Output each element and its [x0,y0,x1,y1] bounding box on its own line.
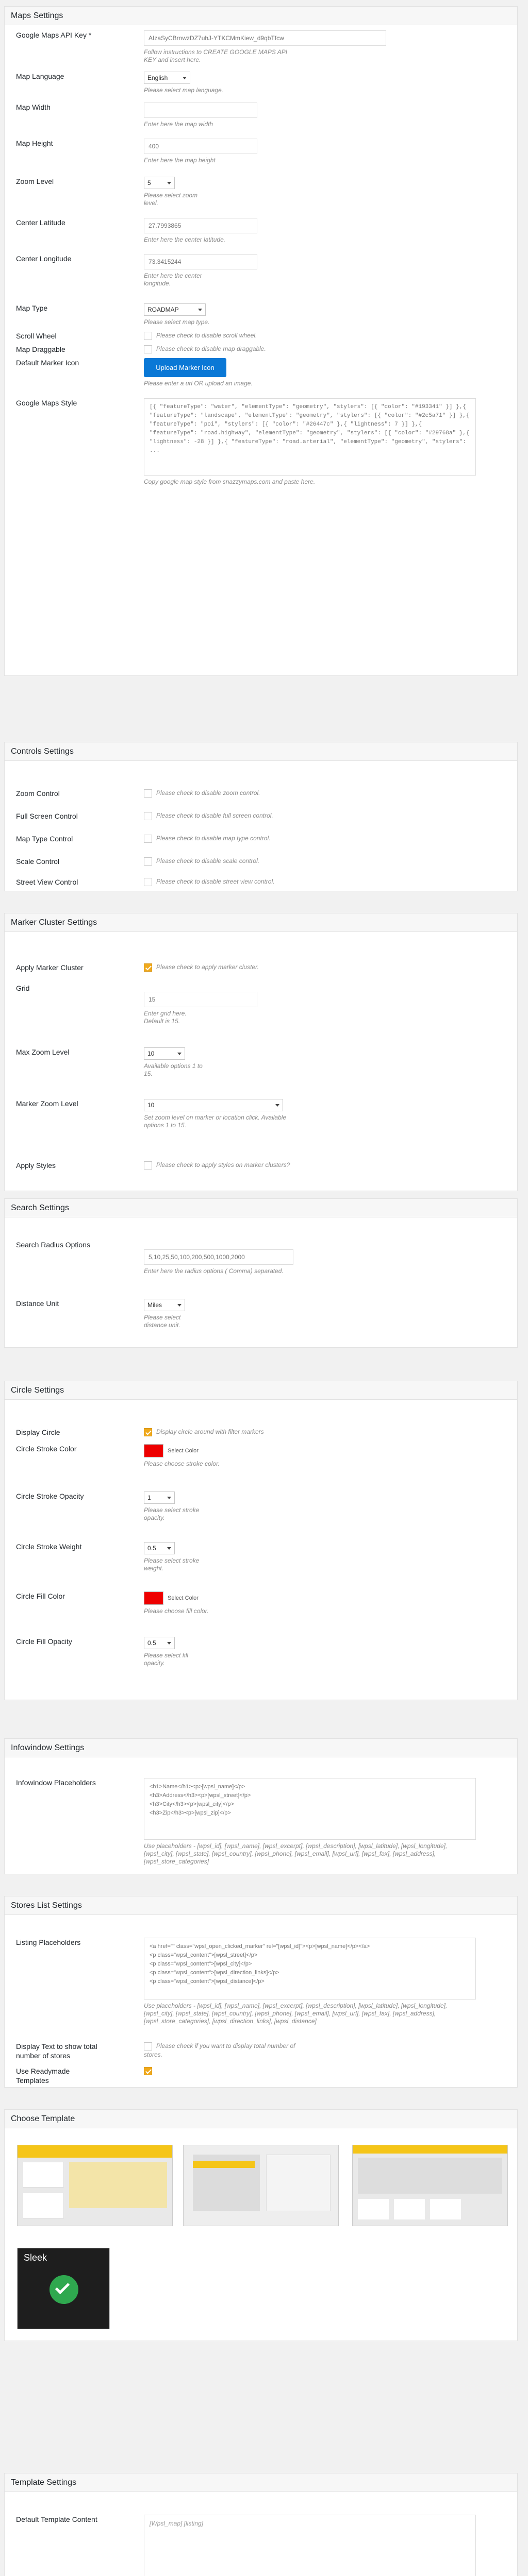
map-draggable-checkbox[interactable] [144,345,152,353]
infowindow-label: Infowindow Placeholders [16,1778,96,1787]
default-marker-label: Default Marker Icon [16,359,79,367]
center-latitude-input[interactable]: 27.7993865 [144,218,257,233]
control-desc: Please check to disable full screen control. [156,812,273,819]
distance-unit-select[interactable]: Miles [144,1299,185,1311]
section-title: Choose Template [5,2110,517,2128]
distance-unit-label: Distance Unit [16,1299,59,1308]
map-language-desc: Please select map language. [144,87,224,94]
control-label: Street View Control [16,878,78,886]
stroke-color-swatch[interactable] [144,1444,163,1458]
fill-opacity-desc: Please select fill opacity. [144,1652,189,1667]
scroll-wheel-label: Scroll Wheel [16,332,57,340]
controls-settings-section [4,742,518,891]
section-title: Controls Settings [5,742,517,761]
marker-zoom-desc: Set zoom level on marker or location click. Available options 1 to 15. [144,1114,287,1129]
section-title: Circle Settings [5,1381,517,1400]
apply-styles-checkbox[interactable] [144,1161,152,1170]
template-thumb-3[interactable] [352,2145,508,2226]
control-desc: Please check to disable street view control. [156,878,275,885]
api-key-input[interactable]: AIzaSyCBrnwzDZ7uhJ-YTKCMmKiew_d9qbTfcw [144,30,386,46]
display-circle-label: Display Circle [16,1428,60,1436]
template-thumb-sleek[interactable] [17,2248,110,2329]
upload-marker-button[interactable]: Upload Marker Icon [144,358,226,377]
map-height-desc: Enter here the map height [144,157,216,164]
section-title: Infowindow Settings [5,1739,517,1757]
scroll-wheel-checkbox[interactable] [144,332,152,340]
control-desc: Please check to disable scale control. [156,857,260,865]
stroke-opacity-label: Circle Stroke Opacity [16,1492,84,1500]
scale-control-checkbox[interactable] [144,857,152,866]
grid-label: Grid [16,984,30,992]
grid-desc: Enter grid here. Default is 15. [144,1010,187,1025]
center-longitude-label: Center Longitude [16,255,72,263]
control-desc: Please check to disable map type control. [156,835,271,842]
scroll-wheel-desc: Please check to disable scroll wheel. [156,332,257,339]
readymade-label: Use Readymade Templates [16,2067,70,2084]
search-radius-input[interactable]: 5,10,25,50,100,200,500,1000,2000 [144,1249,293,1265]
template-thumb-1[interactable] [17,2145,173,2226]
infowindow-textarea[interactable]: <h1>Name</h1><p>[wpsl_name]</p> <h3>Address</h3><p>[wpsl_street]</p> <h3>City</h3><p>[wpsl_city]</p> <h3>Zip</h3><p>[wpsl_zip]</p> [144,1778,476,1840]
search-settings-section [4,1198,518,1348]
template-content-textarea[interactable]: [Wpsl_map] [listing] [144,2515,476,2576]
map-width-label: Map Width [16,103,51,111]
map-draggable-label: Map Draggable [16,345,65,353]
template-thumb-2[interactable] [183,2145,339,2226]
fullscreen-control-checkbox[interactable] [144,812,152,820]
max-zoom-desc: Available options 1 to 15. [144,1062,203,1077]
readymade-checkbox[interactable] [144,2067,152,2075]
map-language-select[interactable]: English [144,72,190,84]
map-style-desc: Copy google map style from snazzymaps.com and paste here. [144,478,316,485]
map-type-desc: Please select map type. [144,318,210,326]
total-stores-label: Display Text to show total number of stores [16,2042,97,2060]
section-title: Stores List Settings [5,1896,517,1915]
marker-zoom-label: Marker Zoom Level [16,1099,78,1108]
template-settings-section [4,2473,518,2576]
control-label: Full Screen Control [16,812,78,820]
center-longitude-desc: Enter here the center longitude. [144,272,202,287]
map-draggable-desc: Please check to disable map draggable. [156,345,266,352]
stores-list-section [4,1896,518,2088]
stroke-opacity-select[interactable]: 1 [144,1492,175,1504]
sleek-label: Sleek [24,2252,47,2263]
fill-color-swatch[interactable] [144,1591,163,1605]
marker-zoom-select[interactable]: 10 [144,1099,283,1111]
zoom-level-label: Zoom Level [16,177,54,185]
total-stores-desc: Please check if you want to display total number of stores. [144,2042,295,2058]
max-zoom-select[interactable]: 10 [144,1047,185,1060]
apply-cluster-label: Apply Marker Cluster [16,963,84,972]
apply-styles-desc: Please check to apply styles on marker clusters? [156,1161,290,1168]
section-title: Maps Settings [5,7,517,25]
fill-opacity-select[interactable]: 0.5 [144,1637,175,1649]
stroke-weight-label: Circle Stroke Weight [16,1543,82,1551]
map-type-label: Map Type [16,304,48,312]
apply-styles-label: Apply Styles [16,1161,56,1170]
map-type-select[interactable]: ROADMAP [144,303,206,316]
center-latitude-label: Center Latitude [16,218,65,227]
map-type-control-checkbox[interactable] [144,835,152,843]
fill-color-label: Circle Fill Color [16,1592,65,1600]
street-view-control-checkbox[interactable] [144,878,152,886]
search-radius-label: Search Radius Options [16,1241,90,1249]
listing-desc: Use placeholders - [wpsl_id], [wpsl_name], [wpsl_excerpt], [wpsl_description], [wpsl_latitude], [wpsl_longitude], [wpsl_city], [wpsl_state], [wpsl_country], [wpsl_phone], [wpsl_email], [wpsl_url], [wpsl_fax], [wpsl_address], [wpsl_store_categories], [wpsl_direction_links], [wpsl_distance] [144,2002,448,2025]
control-label: Zoom Control [16,789,60,798]
distance-unit-desc: Please select distance unit. [144,1314,181,1329]
control-label: Map Type Control [16,835,73,843]
grid-input[interactable]: 15 [144,992,257,1007]
api-key-label: Google Maps API Key * [16,31,92,39]
control-desc: Please check to disable zoom control. [156,789,260,796]
stroke-weight-desc: Please select stroke weight. [144,1557,200,1572]
circle-settings-section [4,1381,518,1700]
map-height-input[interactable]: 400 [144,139,257,154]
stroke-opacity-desc: Please select stroke opacity. [144,1506,200,1521]
map-language-label: Map Language [16,72,64,80]
stroke-color-desc: Please choose stroke color. [144,1460,220,1467]
map-style-label: Google Maps Style [16,399,77,407]
listing-placeholders-label: Listing Placeholders [16,1938,81,1946]
section-title: Search Settings [5,1199,517,1217]
selected-check-icon [50,2275,78,2304]
center-latitude-desc: Enter here the center latitude. [144,236,226,243]
apply-cluster-checkbox[interactable] [144,963,152,972]
total-stores-checkbox[interactable] [144,2042,152,2050]
section-title: Marker Cluster Settings [5,913,517,932]
marker-cluster-section [4,913,518,1191]
choose-template-section [4,2109,518,2341]
zoom-control-checkbox[interactable] [144,789,152,798]
api-key-desc: Follow instructions to CREATE GOOGLE MAPS API KEY and insert here. [144,48,288,63]
select-color-label[interactable]: Select Color [168,1448,199,1454]
infowindow-desc: Use placeholders - [wpsl_id], [wpsl_name], [wpsl_excerpt], [wpsl_description], [wpsl_latitude], [wpsl_longitude], [wpsl_city], [wpsl_state], [wpsl_country], [wpsl_phone], [wpsl_email], [wpsl_url], [wpsl_fax], [wpsl_address], [wpsl_store_categories] [144,1842,448,1865]
default-marker-desc: Please enter a url OR upload an image. [144,380,253,387]
center-longitude-input[interactable]: 73.3415244 [144,254,257,269]
fill-color-desc: Please choose fill color. [144,1607,209,1615]
map-width-input[interactable] [144,103,257,118]
display-circle-checkbox[interactable] [144,1428,152,1436]
infowindow-section [4,1738,518,1874]
maps-settings-section [4,6,518,676]
apply-cluster-desc: Please check to apply marker cluster. [156,963,259,971]
search-radius-desc: Enter here the radius options ( Comma) separated. [144,1267,284,1275]
template-content-label: Default Template Content [16,2515,97,2523]
control-label: Scale Control [16,857,60,866]
display-circle-desc: Display circle around with filter markers [156,1428,264,1435]
listing-textarea[interactable]: <a href="" class="wpsl_open_clicked_marker" rel="[wpsl_id]"><p>[wpsl_name]</p></a> <p class="wpsl_content">[wpsl_street]</p> <p class="wpsl_content">[wpsl_city]</p> <p class="wpsl_content">[wpsl_direction_links]</p> <p class="wpsl_content">[wpsl_distance]</p> [144,1938,476,1999]
map-width-desc: Enter here the map width [144,121,213,128]
section-title: Template Settings [5,2473,517,2492]
map-height-label: Map Height [16,139,53,147]
zoom-level-select[interactable]: 5 [144,177,175,189]
select-color-label[interactable]: Select Color [168,1595,199,1601]
max-zoom-label: Max Zoom Level [16,1048,70,1056]
stroke-color-label: Circle Stroke Color [16,1445,77,1453]
stroke-weight-select[interactable]: 0.5 [144,1542,175,1554]
zoom-level-desc: Please select zoom level. [144,192,198,207]
fill-opacity-label: Circle Fill Opacity [16,1637,72,1646]
map-style-textarea[interactable]: [{ "featureType": "water", "elementType": "geometry", "stylers": [{ "color": "#193341" }] },{ "featureType": "landscape", "elementType": "geometry", "stylers": [{ "color": "#2c5a71" }] },{ "featureType": "poi", "stylers": [{ "color": "#26447c" },{ "lightness": 7 }] },{ "featureType": "road.highway", "elementType": "geometry", "stylers": [{ "color": "#29768a" },{ "lightness": -28 }] },{ "featureType": "road.arterial", "elementType": "geometry", "stylers": ... [144,398,476,476]
